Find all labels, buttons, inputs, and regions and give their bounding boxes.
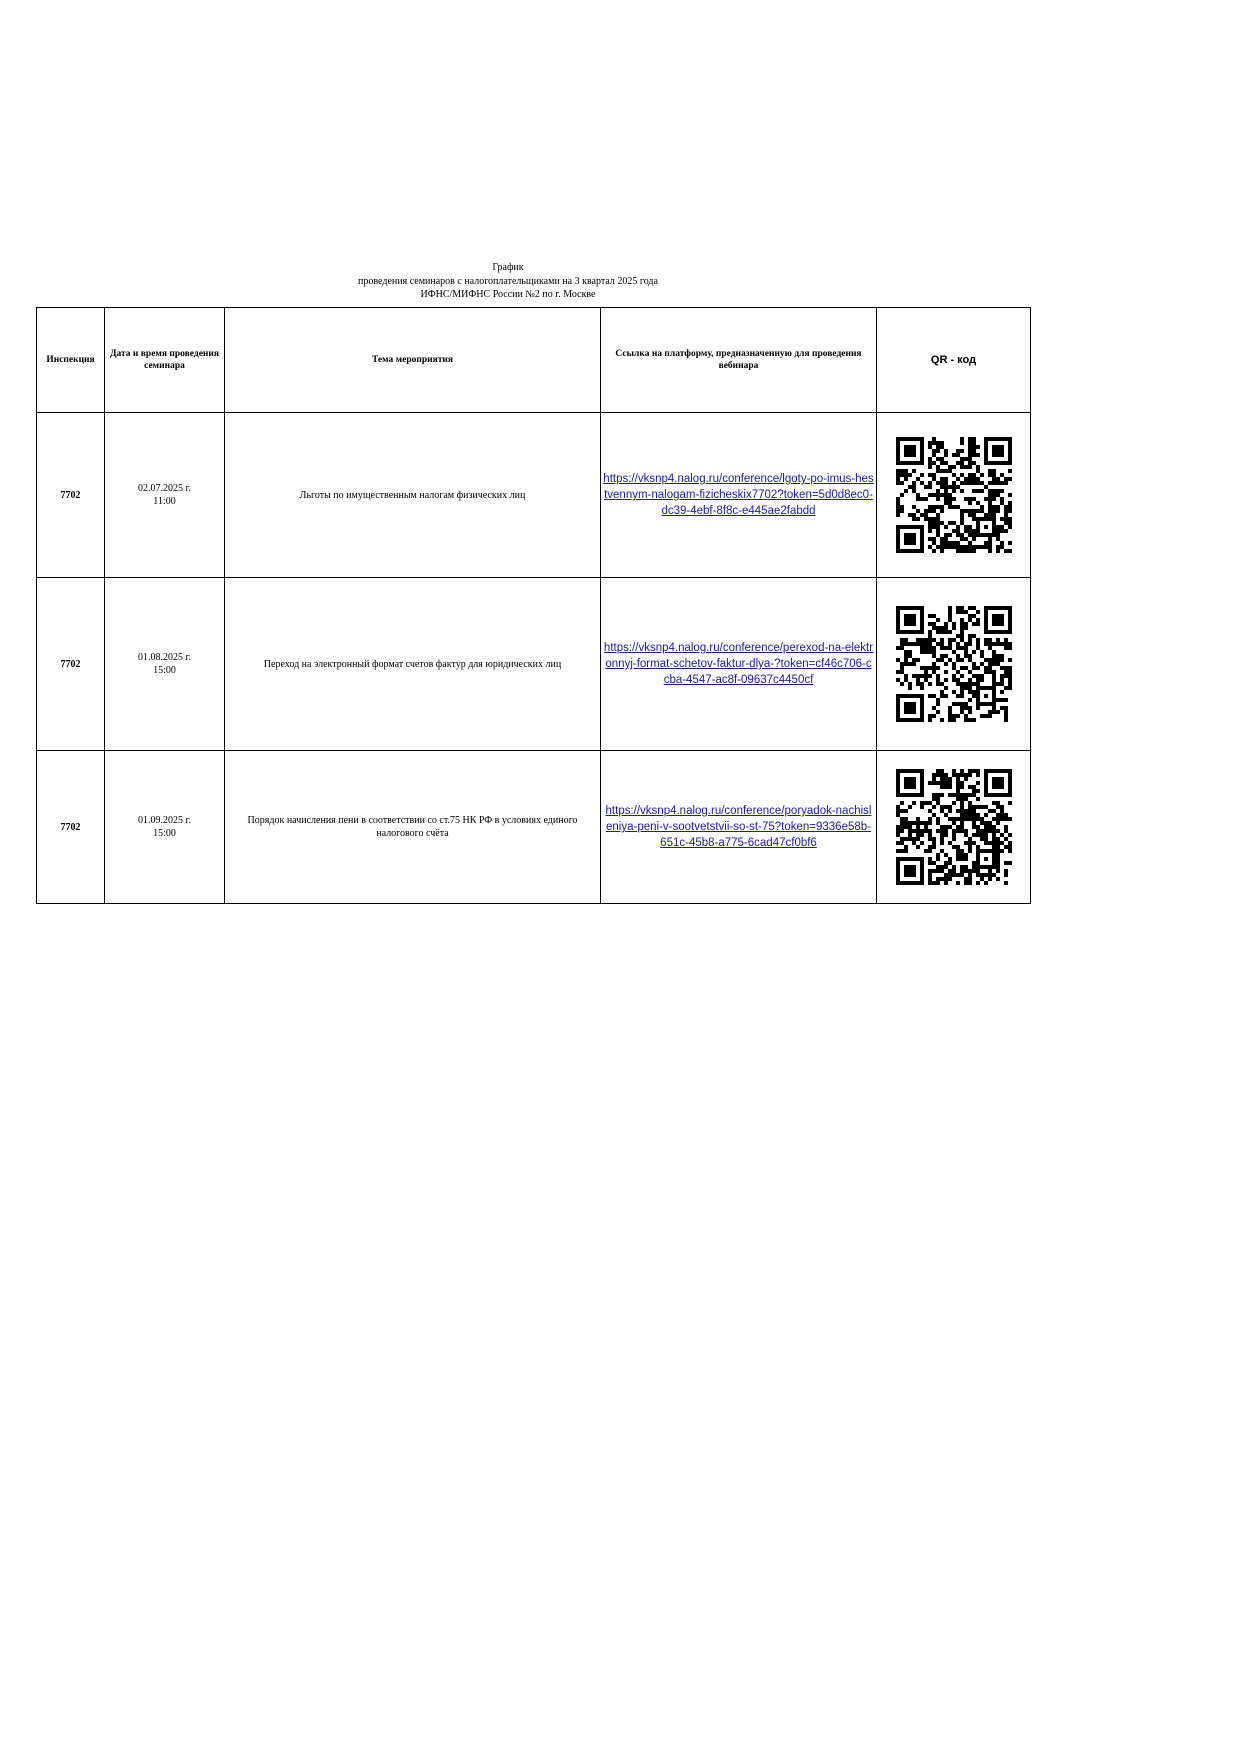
webinar-link[interactable]: https://vksnp4.nalog.ru/conference/poryadok-nachisleniya-peni-v-sootvetstvii-so-st-75?token=9336e58b-651c-45b8-a775-6cad47cf0bf6 [605, 805, 872, 849]
inspection-cell: 7702 [37, 578, 105, 751]
heading-office: ИФНС/МИФНС России №2 по г. Москве [420, 289, 596, 300]
table-row [37, 751, 1031, 904]
qr-code-icon [890, 606, 1018, 722]
inspection-cell: 7702 [37, 751, 105, 904]
header-qr: QR - код [877, 308, 1031, 413]
qr-code-icon [890, 769, 1018, 885]
document-heading [36, 261, 980, 302]
webinar-link[interactable]: https://vksnp4.nalog.ru/conference/perexod-na-elektronnyj-format-schetov-faktur-dlya-?token=cf46c706-ccba-4547-ac8f-09637c4450cf [603, 642, 874, 686]
seminar-schedule-table [36, 307, 1031, 904]
heading-title: График [492, 262, 524, 273]
header-topic: Тема мероприятия [225, 308, 601, 413]
link-cell [601, 578, 877, 751]
datetime-cell [105, 413, 225, 578]
link-cell [601, 751, 877, 904]
inspection-cell: 7702 [37, 413, 105, 578]
seminar-date: 02.07.2025 г. [138, 483, 191, 494]
heading-subtitle: проведения семинаров с налогоплательщиками на 3 квартал 2025 года [358, 275, 658, 287]
qr-cell [877, 578, 1031, 751]
qr-code-icon [890, 437, 1018, 553]
seminar-date: 01.08.2025 г. [138, 652, 191, 663]
seminar-time: 11:00 [153, 496, 176, 507]
datetime-cell [105, 578, 225, 751]
topic-cell: Переход на электронный формат счетов фактур для юридических лиц [225, 578, 601, 751]
qr-cell [877, 751, 1031, 904]
table-header-row [37, 308, 1031, 413]
seminar-time: 15:00 [153, 665, 176, 676]
topic-cell: Льготы по имущественным налогам физических лиц [225, 413, 601, 578]
table-row [37, 578, 1031, 751]
seminar-date: 01.09.2025 г. [138, 815, 191, 826]
seminar-time: 15:00 [153, 828, 176, 839]
topic-cell: Порядок начисления пени в соответствии со ст.75 НК РФ в условиях единого налогового счёта [225, 751, 601, 904]
header-link: Ссылка на платформу, предназначенную для проведения вебинара [601, 308, 877, 413]
header-inspection: Инспекция [37, 308, 105, 413]
qr-cell [877, 413, 1031, 578]
link-cell [601, 413, 877, 578]
table-row [37, 413, 1031, 578]
datetime-cell [105, 751, 225, 904]
header-datetime: Дата и время проведения семинара [105, 308, 225, 413]
webinar-link[interactable]: https://vksnp4.nalog.ru/conference/lgoty-po-imus-hestvennym-nalogam-fizicheskix7702?token=5d0d8ec0-dc39-4ebf-8f8c-e445ae2fabdd [603, 473, 874, 517]
